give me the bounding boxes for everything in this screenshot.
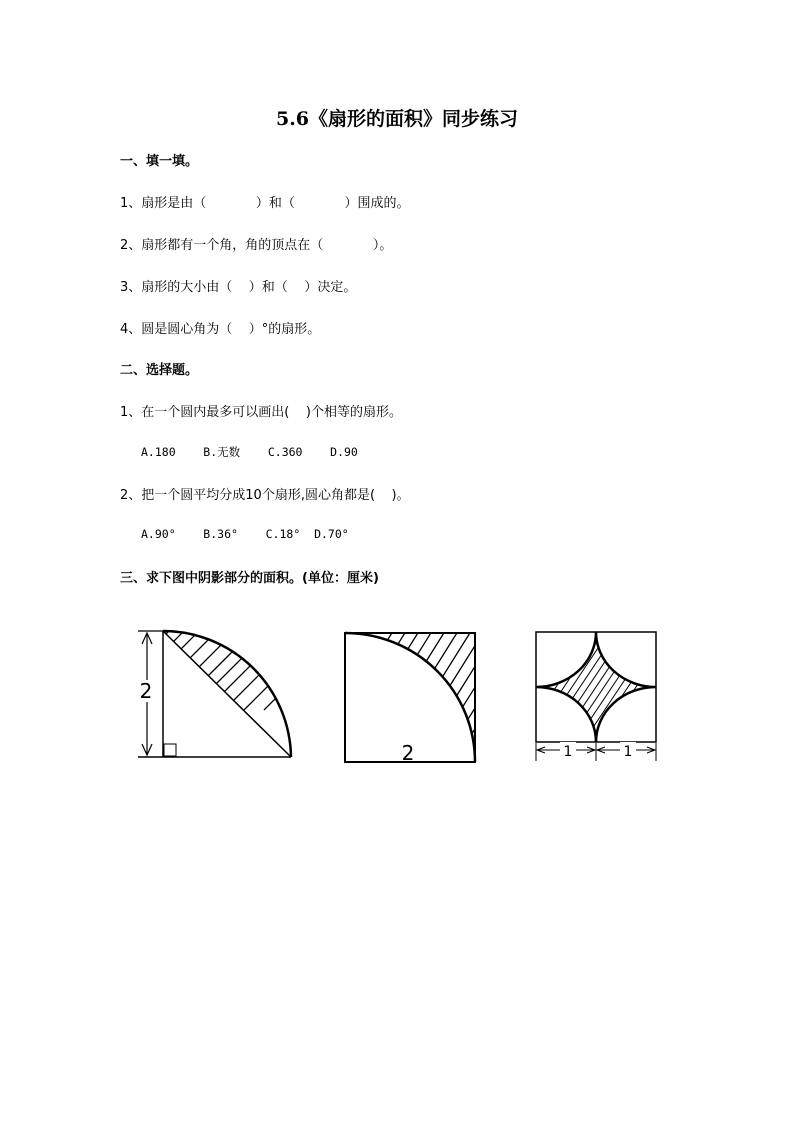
- figure-2-label: 2: [401, 741, 415, 765]
- question-fill-4: 4、圆是圆心角为（ ）°的扇形。: [120, 322, 321, 337]
- section-heading-fill-in: 一、填一填。: [120, 154, 199, 169]
- figure-3-label-right: 1: [623, 744, 633, 760]
- question-fill-2: 2、扇形都有一个角，角的顶点在（ ）。: [120, 238, 393, 253]
- section-heading-area: 三、求下图中阴影部分的面积。(单位：厘米): [120, 571, 379, 586]
- question-choice-2: 2、把一个圆平均分成10个扇形,圆心角都是( )。: [120, 488, 410, 503]
- options-choice-1: A.180 B.无数 C.360 D.90: [141, 445, 358, 459]
- options-choice-2: A.90° B.36° C.18° D.70°: [141, 527, 349, 541]
- figure-2: [340, 628, 480, 766]
- figure-1-label: 2: [139, 679, 153, 703]
- section-heading-choice: 二、选择题。: [120, 363, 199, 378]
- question-choice-1: 1、在一个圆内最多可以画出( )个相等的扇形。: [120, 405, 402, 420]
- question-fill-3: 3、扇形的大小由（ ）和（ ）决定。: [120, 280, 357, 295]
- figure-1: [130, 620, 305, 770]
- figure-3-label-left: 1: [563, 744, 573, 760]
- question-fill-1: 1、扇形是由（ ）和（ ）围成的。: [120, 196, 410, 211]
- page-title: 5.6《扇形的面积》同步练习: [275, 108, 519, 130]
- figure-3: [532, 627, 662, 767]
